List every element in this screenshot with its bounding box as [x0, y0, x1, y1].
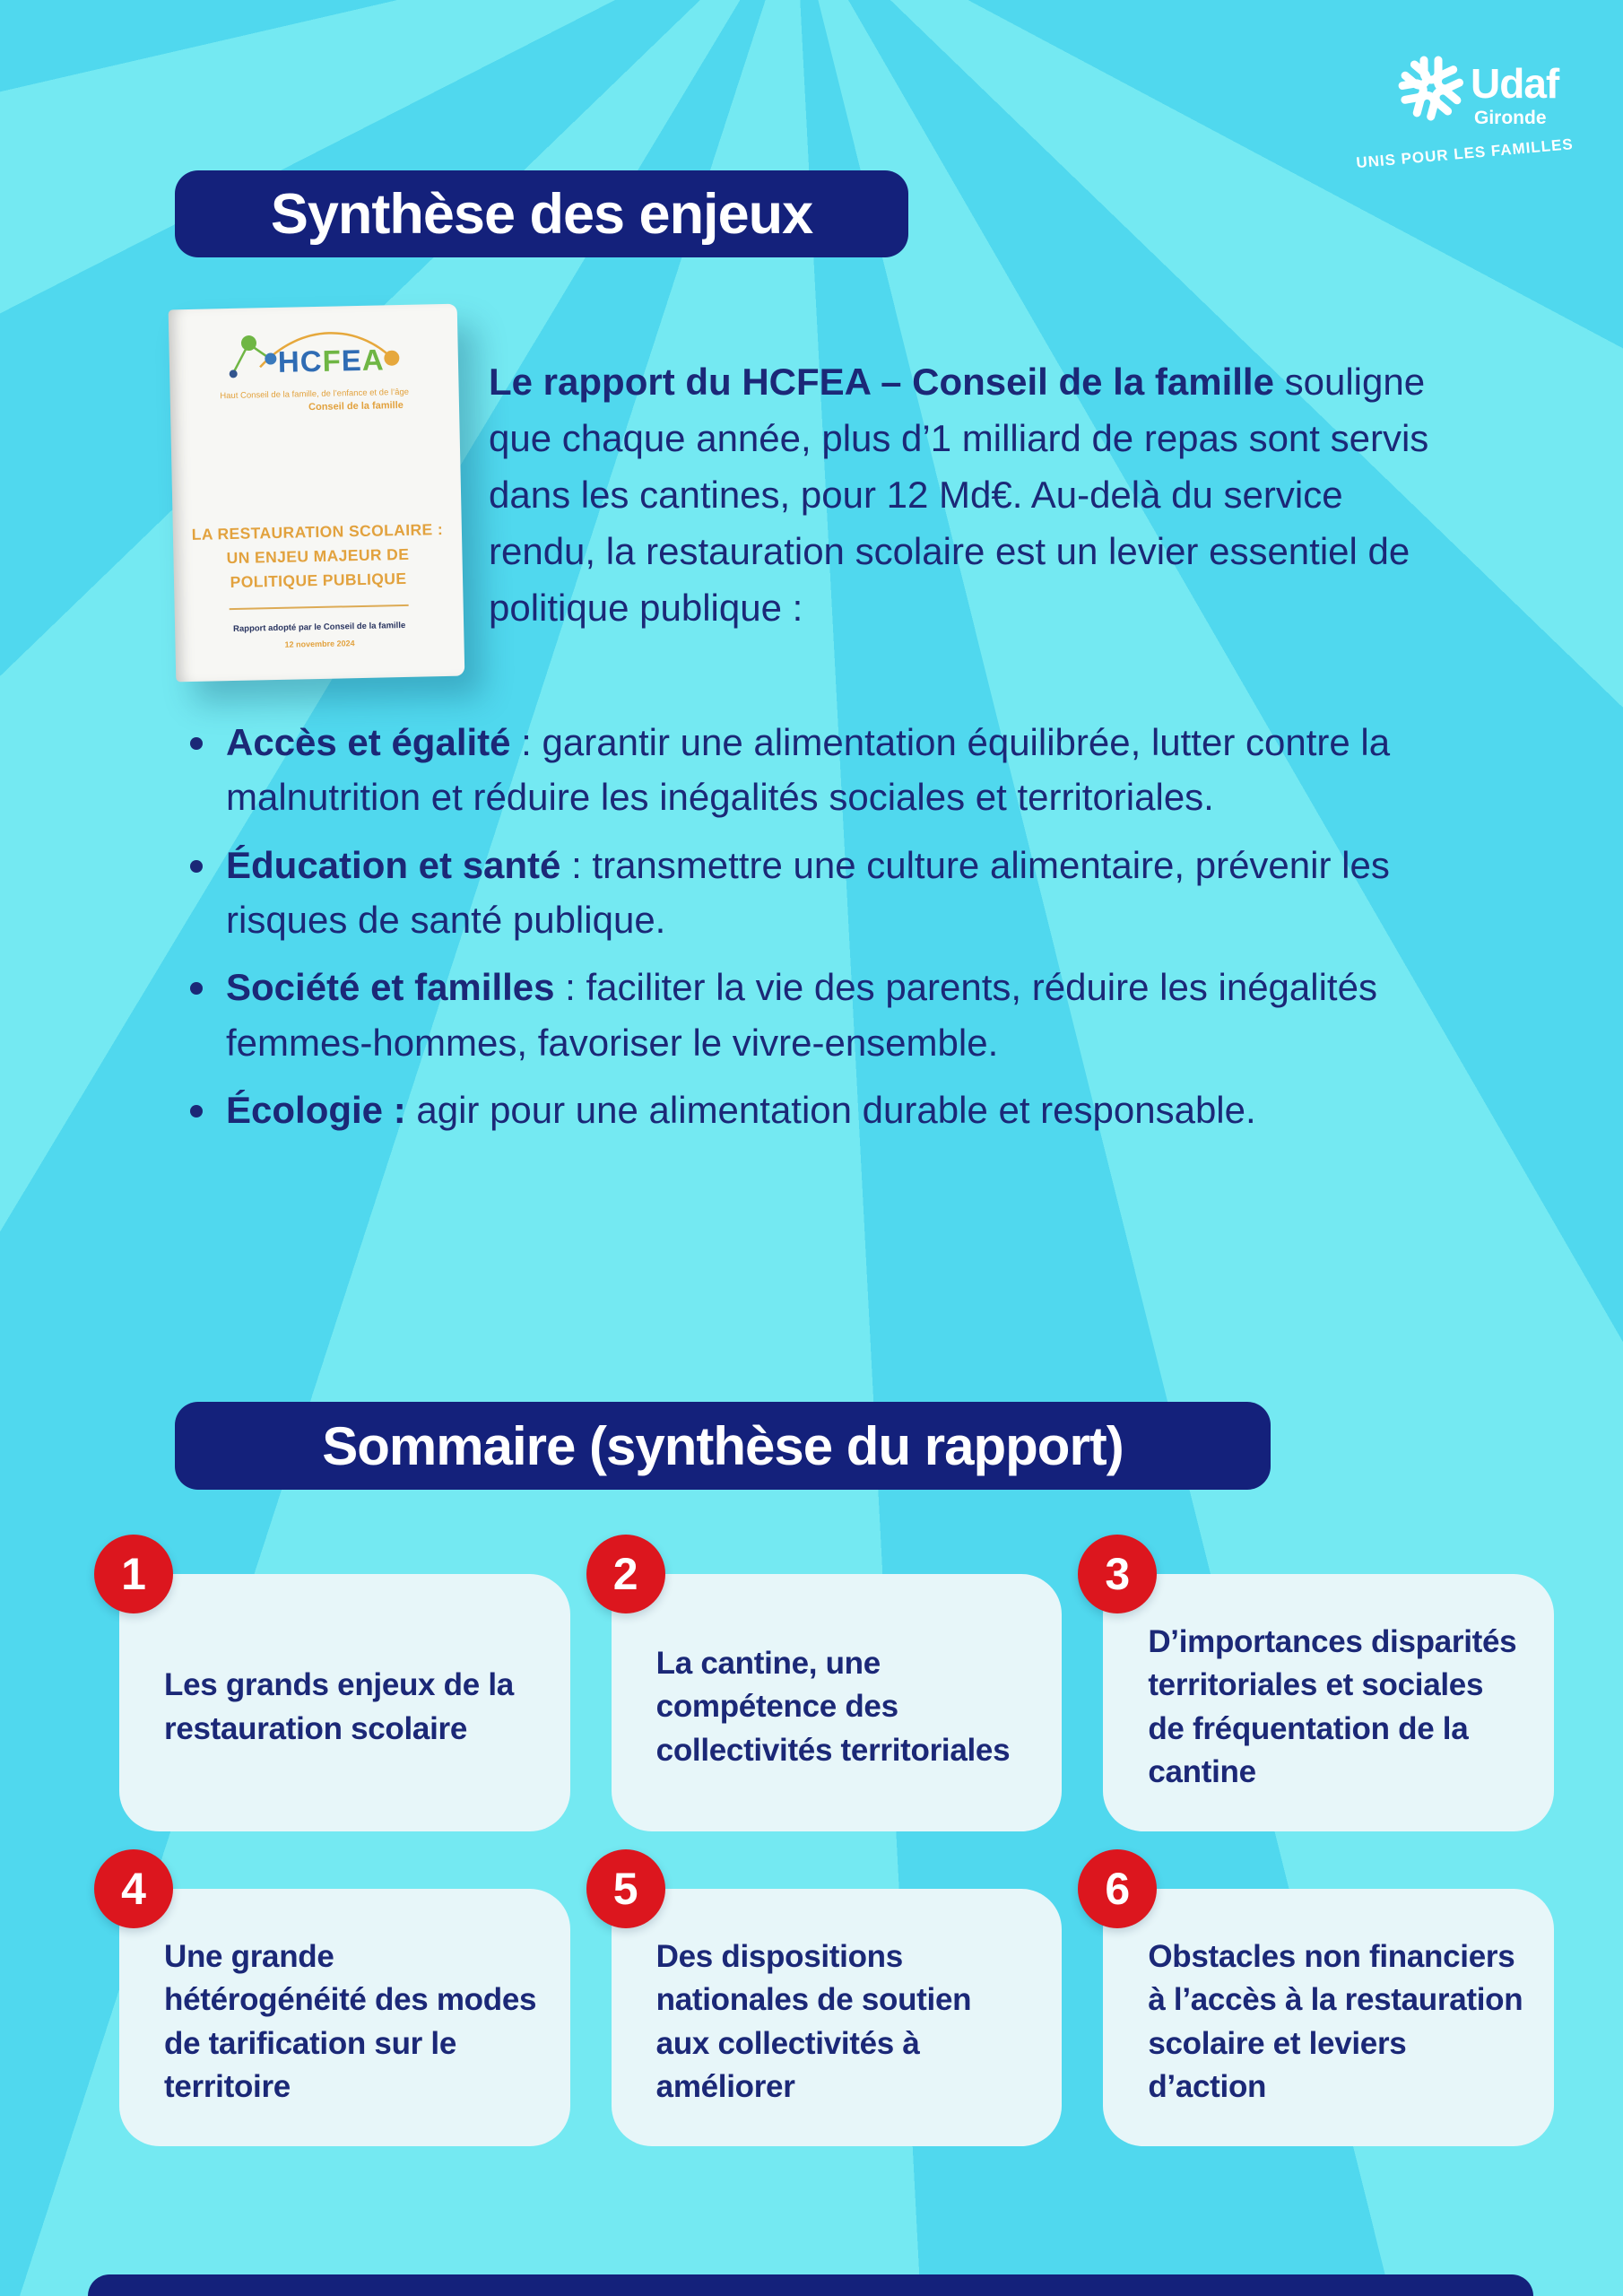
hcfea-wordmark	[278, 343, 385, 378]
bullet-text: : faciliter la vie des parents, réduire les inégalités femmes-hommes, favoriser le vivre-ensemble.	[226, 966, 1377, 1064]
bullet-content	[226, 960, 1488, 1070]
bullet-item	[190, 960, 1488, 1070]
card-text: D’importances disparités territoriales et sociales de fréquentation de la cantine	[1148, 1624, 1517, 1789]
bullet-dot-icon	[190, 1105, 203, 1118]
hcfea-letter: C	[299, 344, 323, 378]
sommaire-card-2	[612, 1549, 1063, 1831]
intro-bold: Le rapport du HCFEA – Conseil de la famille	[489, 361, 1274, 403]
sommaire-grid	[119, 1549, 1554, 2146]
bullet-text: agir pour une alimentation durable et responsable.	[405, 1088, 1256, 1131]
card-text: La cantine, une compétence des collectivités territoriales	[655, 1646, 1011, 1768]
bullet-lead: Société et familles	[226, 966, 555, 1009]
card-text: Une grande hétérogénéité des modes de tarification sur le territoire	[164, 1939, 537, 2105]
udaf-region-text: Gironde	[1474, 108, 1547, 128]
sommaire-card-3	[1103, 1549, 1554, 1831]
card-number-badge: 1	[94, 1535, 173, 1613]
hcfea-letter: E	[341, 343, 363, 378]
bullet-item	[190, 1083, 1488, 1137]
hcfea-letter: H	[277, 344, 301, 378]
card-number-badge: 3	[1078, 1535, 1157, 1613]
udaf-flower-icon	[1395, 52, 1467, 124]
sommaire-card-6	[1103, 1864, 1554, 2146]
book-title-rule	[230, 604, 409, 610]
intro-text: souligne que chaque année, plus d’1 milliard de repas sont servis dans les cantines, pour 12 Md€. Au-delà du service rendu, la restauration scolaire est un levier essentiel de politique publique :	[489, 361, 1429, 629]
book-footer-adoption: Rapport adopté par le Conseil de la famille	[232, 620, 406, 634]
udaf-logo	[1355, 43, 1603, 187]
hcfea-report-cover	[169, 304, 465, 683]
bullet-dot-icon	[190, 860, 203, 873]
bullet-text: : garantir une alimentation équilibrée, lutter contre la malnutrition et réduire les inégalités sociales et territoriales.	[226, 721, 1391, 819]
bullet-content	[226, 715, 1488, 825]
bullet-content	[226, 1083, 1256, 1137]
bullet-lead: Éducation et santé	[226, 843, 561, 886]
card-text: Des dispositions nationales de soutien aux collectivités à améliorer	[655, 1939, 972, 2105]
hcfea-org-line: Haut Conseil de la famille, de l’enfance et de l’âge	[220, 387, 410, 402]
book-footer-date: 12 novembre 2024	[284, 639, 355, 649]
stakes-bullet-list	[190, 715, 1488, 1150]
udaf-tagline: UNIS POUR LES FAMILLES	[1355, 135, 1575, 172]
card-number-badge: 6	[1078, 1849, 1157, 1928]
bullet-lead: Écologie :	[226, 1088, 406, 1131]
card-number-badge: 5	[586, 1849, 665, 1928]
book-title: LA RESTAURATION SCOLAIRE : UN ENJEU MAJEUR DE POLITIQUE PUBLIQUE	[191, 520, 444, 592]
sommaire-card-1	[119, 1549, 570, 1831]
hcfea-letter: F	[322, 344, 343, 378]
section-title-sommaire: Sommaire (synthèse du rapport)	[175, 1402, 1271, 1490]
card-text: Obstacles non financiers à l’accès à la restauration scolaire et leviers d’action	[1148, 1939, 1523, 2105]
udaf-brand-text: Udaf	[1471, 60, 1559, 107]
bullet-dot-icon	[190, 737, 203, 750]
card-number-badge: 2	[586, 1535, 665, 1613]
bullet-item	[190, 838, 1488, 948]
next-section-bar	[88, 2274, 1533, 2296]
sommaire-card-5	[612, 1864, 1063, 2146]
bullet-lead: Accès et égalité	[226, 721, 511, 763]
hcfea-letter: A	[361, 343, 386, 377]
section-title-synthese: Synthèse des enjeux	[175, 170, 908, 257]
book-cover	[169, 304, 465, 683]
hcfea-council-line: Conseil de la famille	[308, 399, 404, 413]
hcfea-logo	[223, 328, 404, 389]
sommaire-card-4	[119, 1864, 570, 2146]
card-text: Les grands enjeux de la restauration scolaire	[164, 1667, 514, 1746]
bullet-text: : transmettre une culture alimentaire, prévenir les risques de santé publique.	[226, 843, 1390, 941]
card-number-badge: 4	[94, 1849, 173, 1928]
bullet-item	[190, 715, 1488, 825]
bullet-dot-icon	[190, 982, 203, 995]
bullet-content	[226, 838, 1488, 948]
intro-paragraph	[489, 353, 1457, 636]
